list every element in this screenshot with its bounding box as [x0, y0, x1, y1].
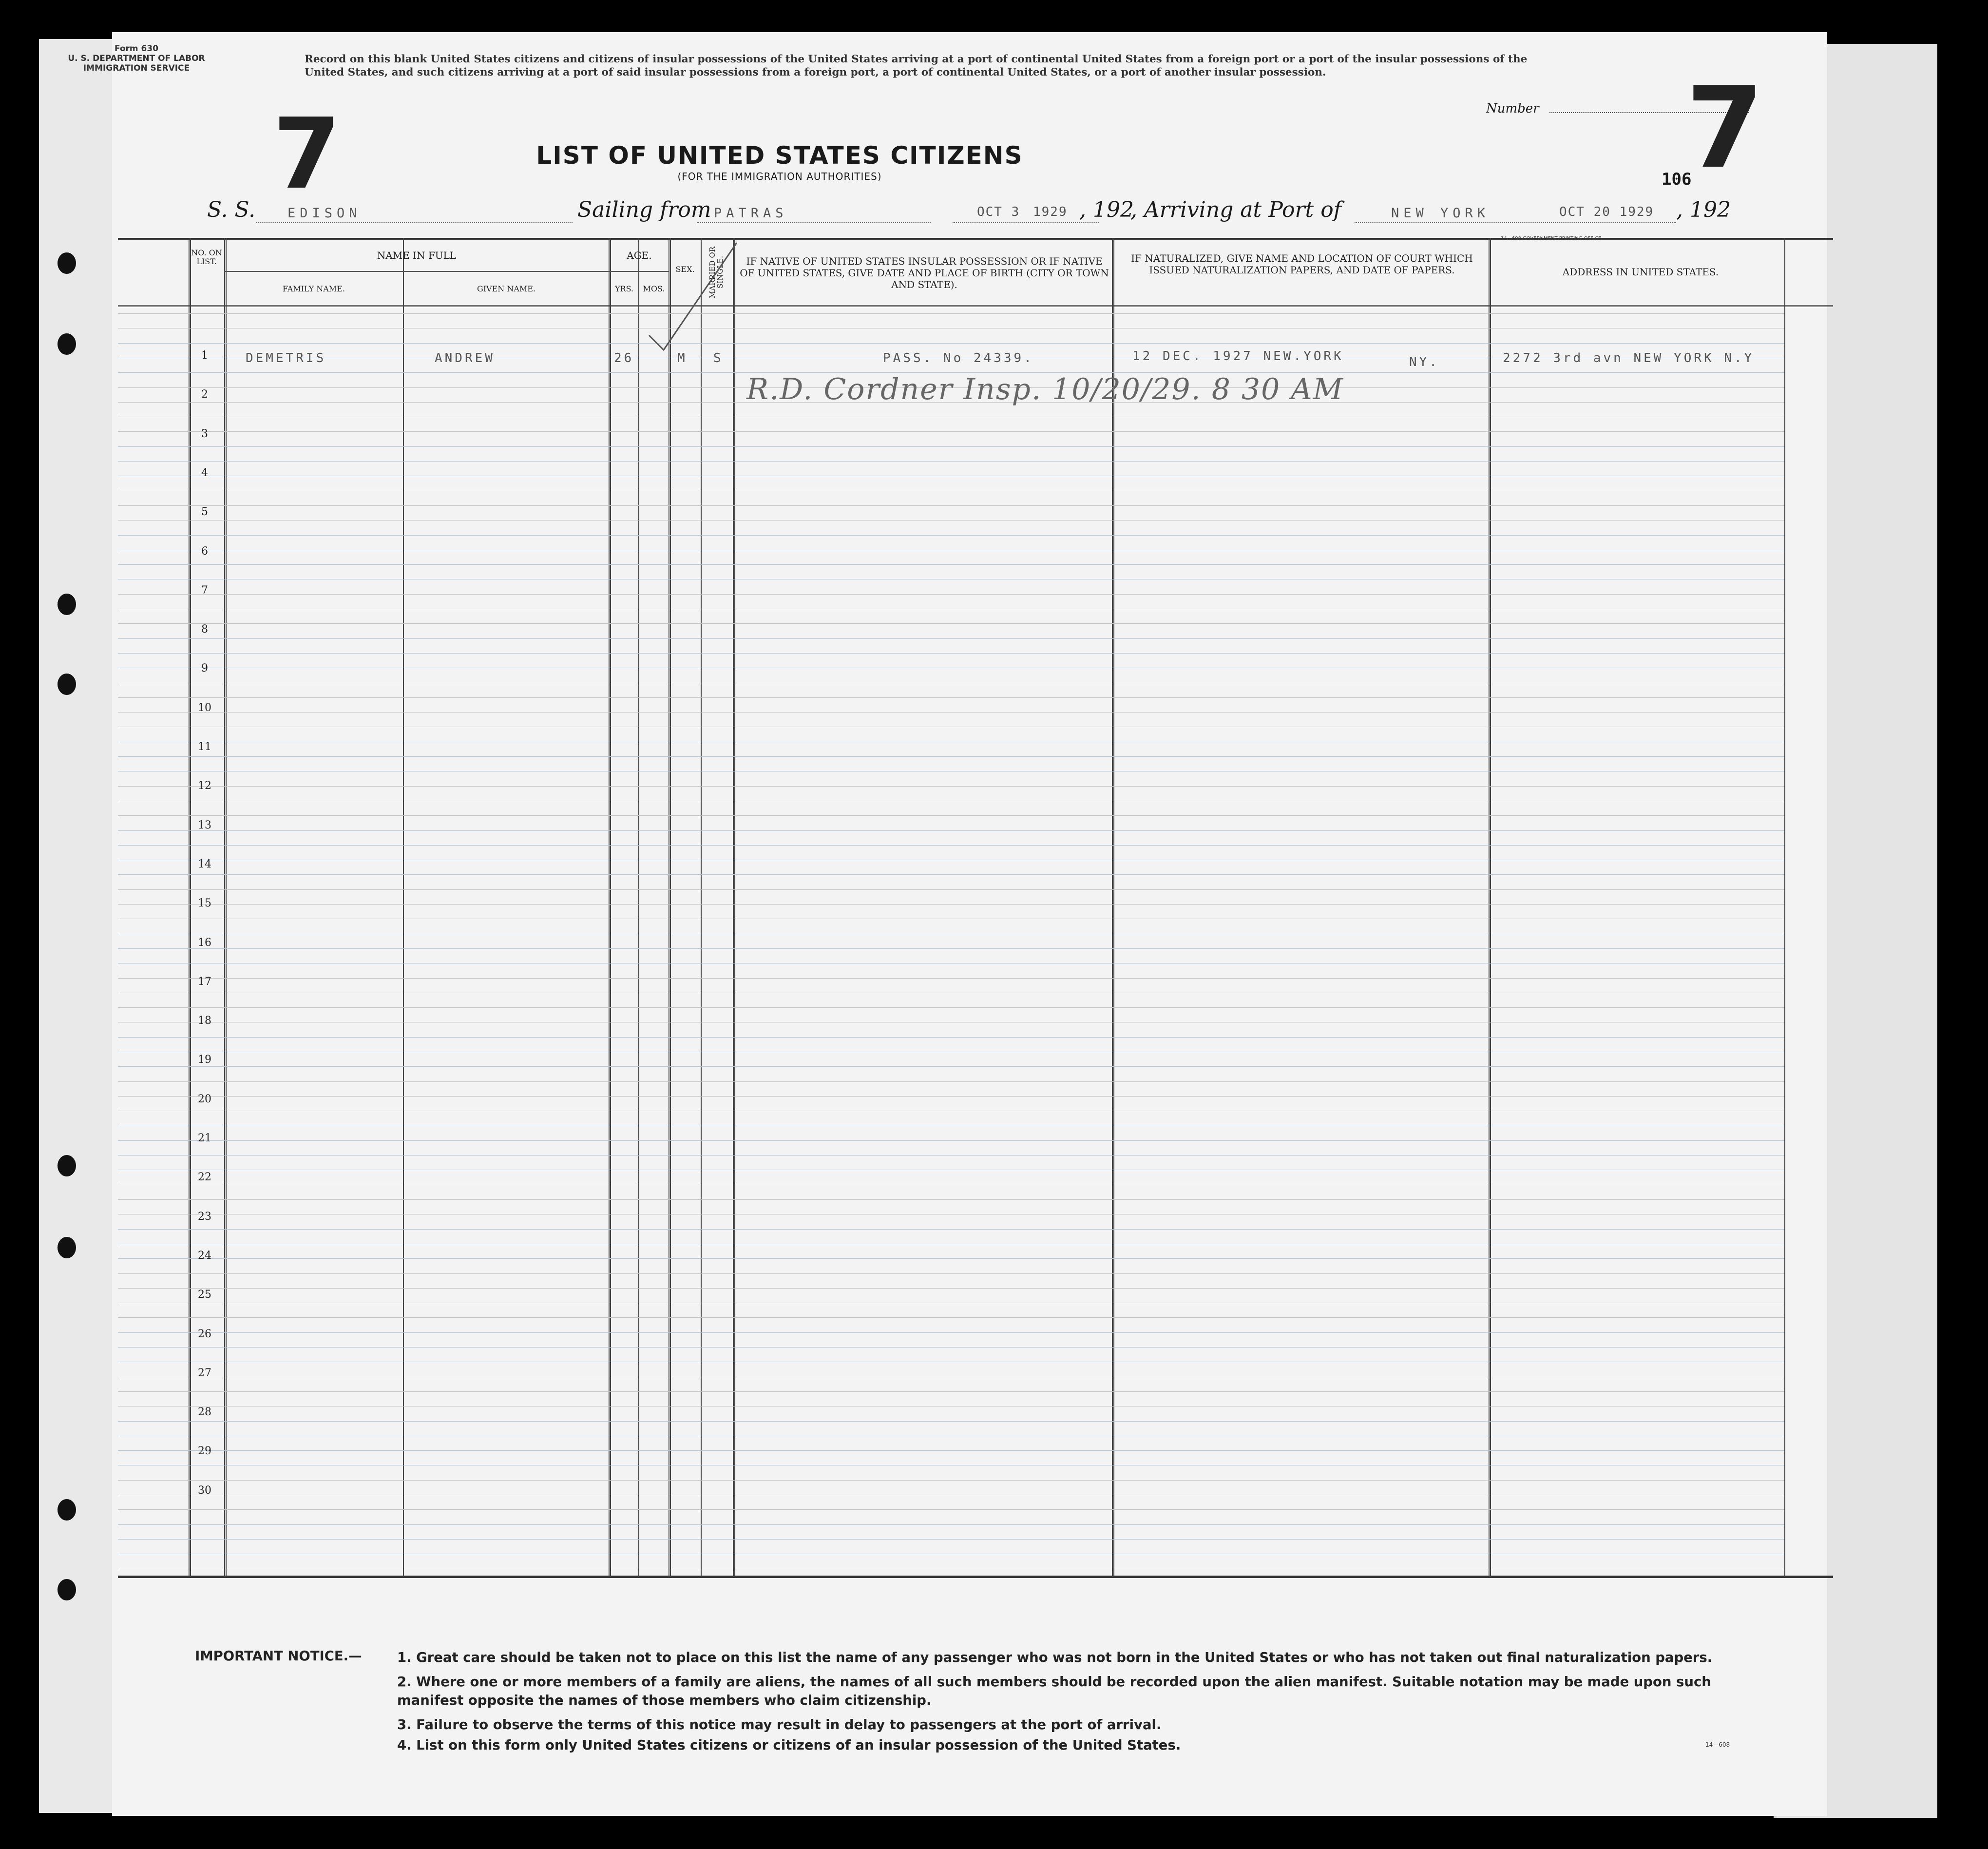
row-number: 17	[198, 975, 211, 988]
punch-hole	[57, 1237, 76, 1258]
header-naturalized: IF NATURALIZED, GIVE NAME AND LOCATION OF COURT WHICH ISSUED NATURALIZATION PAPERS, AND DATE OF PAPERS.	[1131, 252, 1473, 276]
big-number-right: 7	[1686, 63, 1764, 193]
notice-lead: IMPORTANT NOTICE.—	[195, 1648, 362, 1664]
ruled-line	[118, 1273, 1784, 1274]
arrival-port: NEW YORK	[1391, 206, 1490, 221]
departure-year: 1929	[1033, 205, 1068, 219]
entry-sex: M	[677, 351, 688, 366]
ruled-line	[118, 1096, 1784, 1097]
form-code: 14—608	[1705, 1741, 1730, 1748]
row-number: 21	[198, 1132, 211, 1144]
ruled-line	[118, 564, 1784, 565]
document-subtitle: (FOR THE IMMIGRATION AUTHORITIES)	[677, 171, 882, 182]
name-header-divider	[224, 271, 609, 272]
row-number: 11	[198, 741, 211, 753]
departure-line	[953, 222, 1099, 223]
ruled-line	[118, 653, 1784, 654]
ruled-line	[118, 1480, 1784, 1481]
ruled-line	[118, 461, 1784, 462]
row-number: 2	[201, 388, 208, 401]
ship-line	[256, 222, 573, 223]
punch-hole	[57, 594, 76, 615]
header-family-name: FAMILY NAME.	[283, 284, 345, 293]
sailing-line	[697, 222, 931, 223]
ss-label: S. S.	[207, 197, 256, 222]
row-number: 10	[198, 701, 211, 714]
header-age: AGE.	[627, 250, 652, 261]
ruled-line	[118, 1539, 1784, 1540]
row-number: 26	[198, 1328, 211, 1340]
ruled-line	[118, 638, 1784, 639]
ruled-line	[118, 712, 1784, 713]
year-suffix-1: , 192	[1079, 197, 1134, 222]
ship-name: EDISON	[287, 206, 362, 221]
ruled-line	[118, 1317, 1784, 1318]
number-label: Number	[1486, 101, 1539, 116]
ruled-line	[118, 1199, 1784, 1200]
big-number-left: 7	[273, 97, 341, 211]
ruled-line	[118, 756, 1784, 757]
row-number: 22	[198, 1171, 211, 1184]
punch-hole	[57, 333, 76, 355]
department-name: U. S. DEPARTMENT OF LABOR	[68, 54, 205, 63]
notice-item-3: 3. Failure to observe the terms of this notice may result in delay to passengers at the port of arrival.	[397, 1717, 1162, 1733]
row-number: 23	[198, 1210, 211, 1223]
row-number: 14	[198, 858, 211, 870]
header-address: ADDRESS IN UNITED STATES.	[1562, 266, 1719, 278]
ruled-line	[118, 786, 1784, 787]
departure-date-stamp: OCT 3	[977, 205, 1020, 219]
notice-item-2: 2. Where one or more members of a family are aliens, the names of all such members should be recorded upon the alien manifest. Suitable notation may be made upon such manifest opposite the names of those members who claim citizenship.	[397, 1674, 1711, 1708]
ruled-line	[118, 343, 1784, 344]
header-sex: SEX.	[675, 265, 695, 274]
header-birth: IF NATIVE OF UNITED STATES INSULAR POSSESSION OR IF NATIVE OF UNITED STATES, GIVE DATE AND PLACE OF BIRTH (CITY OR TOWN AND STATE).	[740, 255, 1109, 290]
ruled-line	[118, 1524, 1784, 1525]
ruled-line	[118, 1450, 1784, 1451]
row-number: 25	[198, 1289, 211, 1301]
row-number: 8	[201, 623, 208, 636]
ruled-line	[118, 1007, 1784, 1008]
arrival-date-stamp: OCT 20 1929	[1559, 205, 1654, 219]
row-number: 9	[201, 662, 208, 675]
printing-office-note: 14—608 GOVERNMENT PRINTING OFFICE	[1501, 236, 1602, 241]
row-number: 16	[198, 936, 211, 949]
notice-item-4: 4. List on this form only United States citizens or citizens of an insular possession of the United States.	[397, 1737, 1181, 1753]
ruled-line	[118, 1081, 1784, 1082]
arrival-line	[1355, 222, 1676, 223]
ruled-line	[118, 978, 1784, 979]
ruled-line	[118, 1037, 1784, 1038]
header-mos: MOS.	[643, 284, 665, 293]
ruled-line	[118, 830, 1784, 831]
ruled-line	[118, 1140, 1784, 1141]
check-mark	[644, 238, 742, 360]
table-bottom-rule	[118, 1576, 1833, 1578]
row-number: 13	[198, 819, 211, 831]
record-instructions: Record on this blank United States citizens and citizens of insular possessions of the United States arriving at a port of continental United States from a foreign port or a port of the insular possessions of the United States, and such citizens arriving at a port of said insular possessions from a foreign port, a port of continental United States, or a port of another insular possession.	[305, 53, 1528, 78]
entry-age-years: 26	[614, 351, 634, 366]
form-number: Form 630	[114, 44, 159, 54]
notice-item-1: 1. Great care should be taken not to place on this list the name of any passenger who was not born in the United States or who has not taken out final naturalization papers.	[397, 1650, 1713, 1665]
ruled-line	[118, 904, 1784, 905]
row-number: 1	[201, 349, 208, 362]
header-yrs: YRS.	[614, 284, 634, 293]
ruled-line	[118, 1258, 1784, 1259]
header-given-name: GIVEN NAME.	[477, 284, 536, 293]
row-number: 27	[198, 1367, 211, 1379]
row-number: 6	[201, 545, 208, 558]
ruled-line	[118, 889, 1784, 890]
ruled-line	[118, 1155, 1784, 1156]
ruled-line	[118, 845, 1784, 846]
ruled-line	[118, 623, 1784, 624]
header-no: NO. ON LIST.	[191, 248, 222, 266]
sailing-port: PATRAS	[714, 206, 788, 221]
row-number: 4	[201, 466, 208, 479]
punch-hole	[57, 1579, 76, 1600]
entry-family-name: DEMETRIS	[246, 351, 326, 366]
row-number: 20	[198, 1093, 211, 1105]
ruled-line	[118, 874, 1784, 875]
year-suffix-2: , 192	[1676, 197, 1731, 222]
punch-hole	[57, 674, 76, 695]
ruled-line	[118, 1229, 1784, 1230]
table-top-rule	[118, 238, 1833, 240]
ruled-line	[118, 948, 1784, 949]
ruled-line	[118, 431, 1784, 432]
ruled-line	[118, 313, 1784, 314]
ruled-line	[118, 594, 1784, 595]
ruled-line	[118, 1332, 1784, 1333]
ruled-line	[118, 1509, 1784, 1510]
ruled-line	[118, 697, 1784, 698]
ruled-line	[118, 1421, 1784, 1422]
row-number: 24	[198, 1249, 211, 1262]
ruled-line	[118, 1066, 1784, 1067]
inspector-handwritten-note: R.D. Cordner Insp. 10/20/29. 8 30 AM	[746, 372, 1344, 406]
row-number: 19	[198, 1054, 211, 1066]
ruled-line	[118, 815, 1784, 816]
punch-hole	[57, 1499, 76, 1521]
sailing-label: Sailing from	[577, 197, 711, 222]
header-name-in-full: NAME IN FULL	[377, 250, 457, 261]
service-name: IMMIGRATION SERVICE	[83, 63, 190, 73]
ruled-line	[118, 1288, 1784, 1289]
entry-birth-info: PASS. No 24339.	[883, 351, 1034, 366]
ruled-line	[118, 505, 1784, 506]
ruled-line	[118, 1347, 1784, 1348]
row-number: 28	[198, 1406, 211, 1419]
row-number: 3	[201, 427, 208, 440]
entry-naturalization: 12 DEC. 1927 NEW.YORK	[1132, 349, 1344, 364]
ruled-line	[118, 535, 1784, 536]
row-number: 29	[198, 1445, 211, 1458]
arriving-label: , Arriving at Port of	[1130, 197, 1341, 222]
entry-given-name: ANDREW	[435, 351, 495, 366]
row-number: 5	[201, 506, 208, 519]
ruled-line	[118, 446, 1784, 447]
row-number: 7	[201, 584, 208, 597]
page-number: 106	[1662, 170, 1692, 189]
table-header-rule	[118, 305, 1833, 307]
entry-naturalization-state: NY.	[1409, 355, 1439, 369]
row-number: 15	[198, 897, 211, 910]
row-number: 30	[198, 1484, 211, 1497]
column-divider	[1784, 238, 1785, 1577]
document-title: LIST OF UNITED STATES CITIZENS	[536, 141, 1023, 170]
ruled-line	[118, 1391, 1784, 1392]
form-identifier	[58, 44, 214, 73]
passenger-table	[118, 238, 1837, 1578]
header-married-single: MARRIED OR SINGLE.	[708, 246, 725, 299]
entry-address: 2272 3rd avn NEW YORK N.Y	[1503, 351, 1755, 366]
row-number: 18	[198, 1015, 211, 1027]
punch-hole	[57, 252, 76, 274]
entry-marital-status: S	[713, 351, 724, 366]
punch-hole	[57, 1155, 76, 1176]
row-number: 12	[198, 780, 211, 792]
